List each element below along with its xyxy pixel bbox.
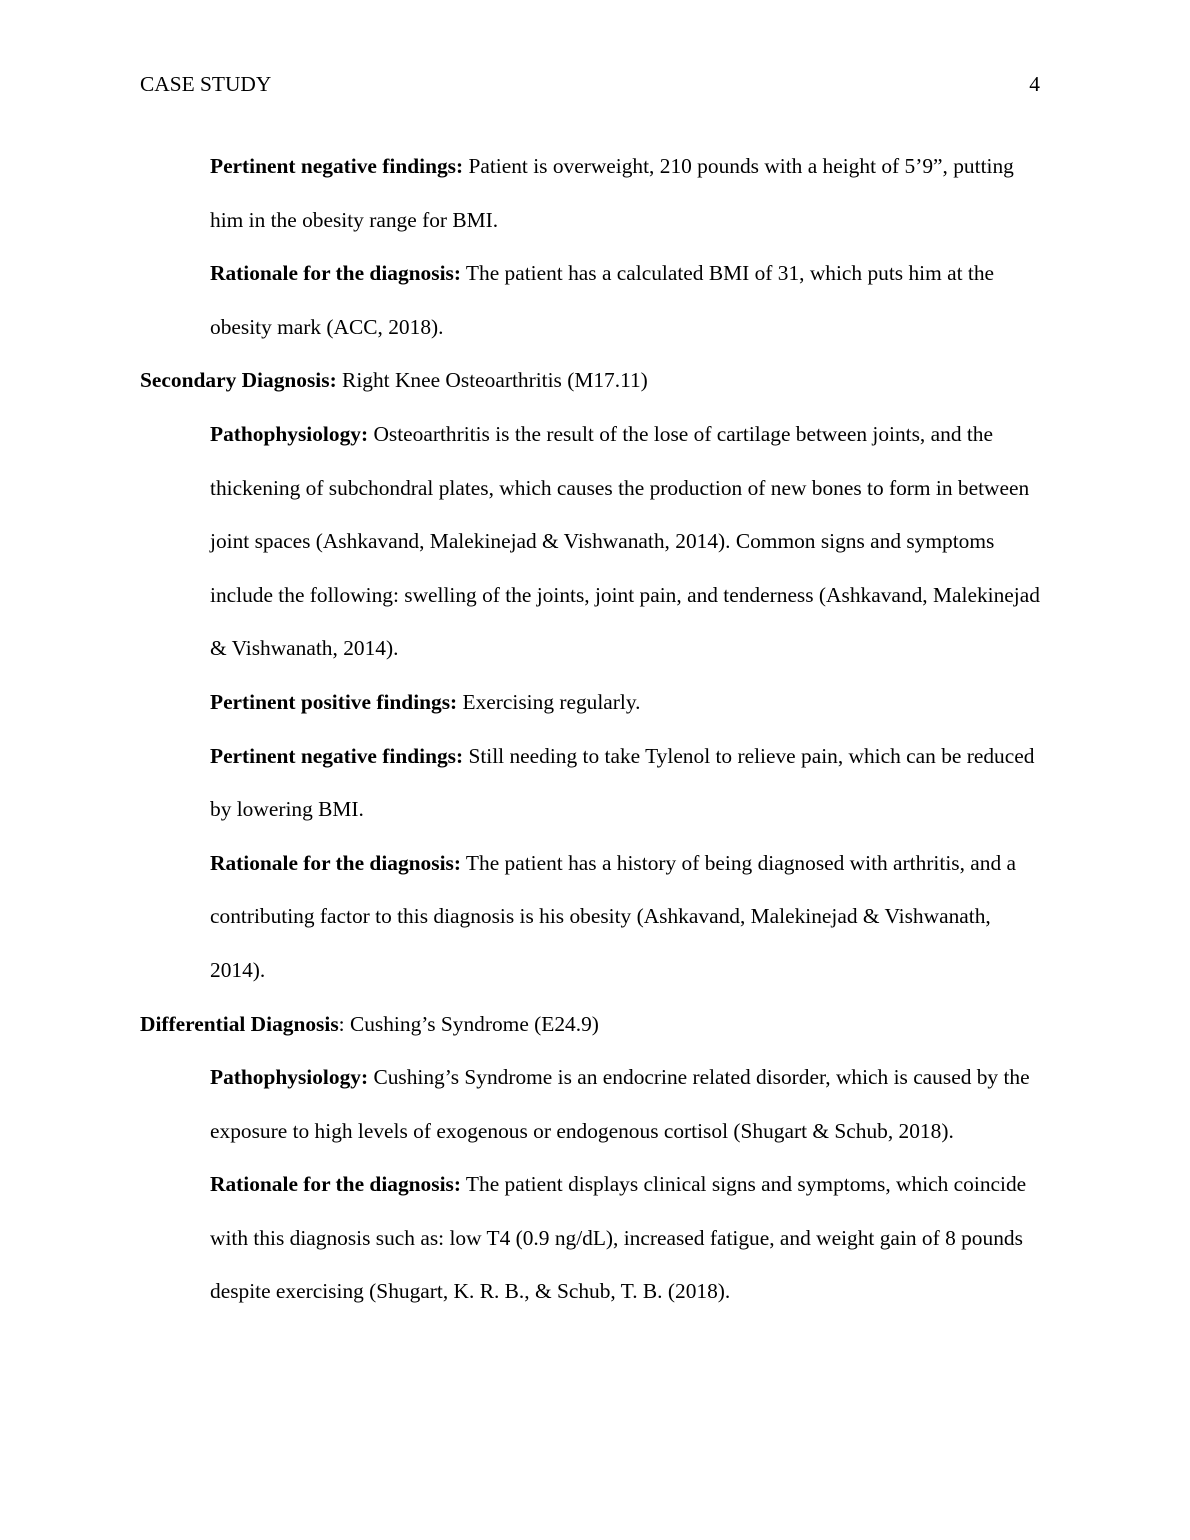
paragraph-label: Rationale for the diagnosis: [210,261,461,286]
paragraph-rationale-3 [140,1158,1045,1319]
running-head [140,72,1040,100]
paragraph-label: Pathophysiology: [210,1065,369,1090]
paragraph-label: Rationale for the diagnosis: [210,1172,461,1197]
paragraph-text: Cushing’s Syndrome is an endocrine related disorder, which is caused by the exposure to high levels of exogenous or endogenous cortisol (Shugart & Schub, 2018). [210,1065,1030,1143]
paragraph-pertinent-negative-1 [140,140,1045,247]
paragraph-label: Rationale for the diagnosis: [210,850,461,875]
paragraph-rationale-1 [140,247,1045,354]
paragraph-label: Pertinent negative findings: [210,743,464,768]
paragraph-label: Pertinent positive findings: [210,689,458,714]
running-title: CASE STUDY [140,72,272,96]
heading-secondary-diagnosis [140,354,1045,408]
paragraph-text: The patient displays clinical signs and symptoms, which coincide with this diagnosis such as: low T4 (0.9 ng/dL), increased fatigue, and weight gain of 8 pounds despite exercising (Shugart, K. R. B., & Schub, T. B. (2018). [210,1172,1027,1304]
paragraph-pertinent-positive-1 [140,676,1045,730]
document-body [140,140,1045,1319]
paragraph-text: Osteoarthritis is the result of the lose of cartilage between joints, and the thickening of subchondral plates, which causes the production of new bones to form in between joint spaces (Ashkavand, Malekinejad & Vishwanath, 2014). Common signs and symptoms include the following: swelling of the joints, joint pain, and tenderness (Ashkavand, Malekinejad & Vishwanath, 2014). [210,421,1040,661]
paragraph-label: Pathophysiology: [210,421,369,446]
paragraph-text: Still needing to take Tylenol to relieve pain, which can be reduced by lowering BMI. [210,743,1035,822]
heading-differential-diagnosis [140,998,1045,1052]
page-number: 4 [1029,72,1040,96]
paragraph-pathophysiology-1 [140,408,1045,676]
paragraph-text: Patient is overweight, 210 pounds with a height of 5’9”, putting him in the obesity range for BMI. [210,154,1014,232]
heading-text: : Cushing’s Syndrome (E24.9) [338,1011,599,1036]
paragraph-rationale-2 [140,837,1045,998]
paragraph-text: The patient has a calculated BMI of 31, which puts him at the obesity mark (ACC, 2018). [210,261,995,339]
paragraph-text: The patient has a history of being diagnosed with arthritis, and a contributing factor to this diagnosis is his obesity (Ashkavand, Malekinejad & Vishwanath, 2014). [210,850,1017,982]
paragraph-pathophysiology-2 [140,1051,1045,1158]
heading-text: Right Knee Osteoarthritis (M17.11) [336,368,648,393]
paragraph-label: Pertinent negative findings: [210,154,464,178]
paragraph-pertinent-negative-2 [140,730,1045,837]
heading-label: Differential Diagnosis [140,1011,339,1036]
heading-label: Secondary Diagnosis: [140,368,337,393]
paragraph-text: Exercising regularly. [457,689,641,714]
